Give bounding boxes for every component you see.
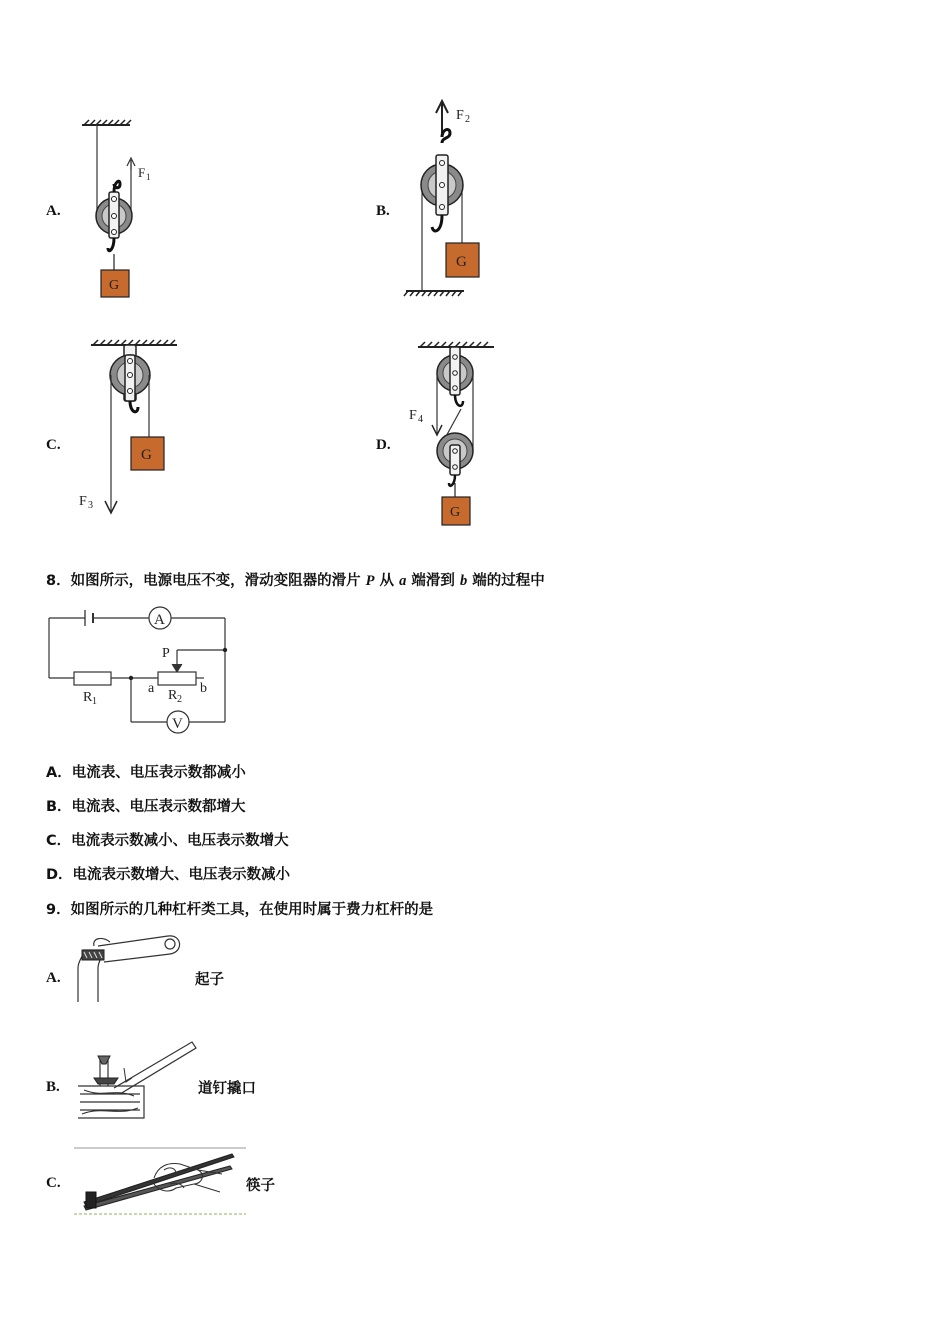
weight-block-d xyxy=(442,497,470,525)
force-arrow-f2 xyxy=(436,101,470,137)
svg-text:R: R xyxy=(83,690,93,705)
svg-text:1: 1 xyxy=(92,696,97,707)
svg-text:b: b xyxy=(200,681,207,696)
bottle-opener-illustration xyxy=(70,928,190,1004)
fixed-pulley xyxy=(110,345,150,412)
q8-option-c: C．电流表示数减小、电压表示数增大 xyxy=(46,833,289,849)
q7-option-d-label: D. xyxy=(376,437,391,453)
movable-pulley xyxy=(421,155,463,231)
svg-text:4: 4 xyxy=(418,414,423,425)
chopsticks-illustration xyxy=(72,1144,248,1220)
svg-text:G: G xyxy=(141,447,152,463)
q9-tool-label-b: 道钉撬口 xyxy=(198,1081,256,1097)
ceiling-hatch xyxy=(82,120,131,125)
svg-text:G: G xyxy=(456,254,467,270)
movable-pulley xyxy=(437,433,473,486)
q8-circuit-diagram xyxy=(40,600,240,740)
weight-block-c xyxy=(131,437,164,470)
svg-text:1: 1 xyxy=(146,172,151,182)
q9-option-c-label: C. xyxy=(46,1175,61,1191)
svg-text:G: G xyxy=(109,278,120,293)
svg-text:R: R xyxy=(168,688,178,703)
slider-label: P xyxy=(162,646,170,661)
force-label-f4: F xyxy=(409,408,417,423)
fixed-pulley xyxy=(437,347,473,406)
svg-text:G: G xyxy=(450,505,461,520)
svg-text:A: A xyxy=(154,612,165,628)
q9-option-a-label: A. xyxy=(46,970,61,986)
svg-text:a: a xyxy=(148,681,155,696)
q8-question-text: 8．如图所示，电源电压不变，滑动变阻器的滑片 P 从 a 端滑到 b 端的过程中 xyxy=(46,573,545,589)
battery-symbol xyxy=(85,610,93,626)
pulley-diagram-a xyxy=(70,110,170,305)
q9-tool-label-a: 起子 xyxy=(195,972,224,988)
svg-text:2: 2 xyxy=(465,114,470,125)
force-label-f2: F xyxy=(456,108,464,123)
resistor-r1 xyxy=(74,672,111,707)
svg-text:V: V xyxy=(172,716,183,732)
svg-text:2: 2 xyxy=(177,694,182,705)
q8-option-d: D．电流表示数增大、电压表示数减小 xyxy=(46,867,291,883)
ammeter-symbol xyxy=(149,607,171,629)
q8-option-b: B．电流表、电压表示数都增大 xyxy=(46,799,246,815)
q9-question-text: 9．如图所示的几种杠杆类工具，在使用时属于费力杠杆的是 xyxy=(46,902,434,918)
force-label-f3: F xyxy=(79,494,87,509)
q9-option-b-label: B. xyxy=(46,1079,60,1095)
pulley-diagram-d xyxy=(400,333,510,533)
q7-option-b-label: B. xyxy=(376,203,390,219)
movable-pulley xyxy=(96,181,132,251)
svg-text:3: 3 xyxy=(88,500,93,511)
pulley-diagram-c xyxy=(75,333,190,523)
slider-arrow xyxy=(172,664,182,672)
q7-option-a-label: A. xyxy=(46,203,61,219)
q7-option-c-label: C. xyxy=(46,437,61,453)
weight-block-b xyxy=(446,243,479,277)
spike-lever-illustration xyxy=(74,1038,200,1124)
floor-hatch xyxy=(404,291,464,296)
q8-option-a: A．电流表、电压表示数都减小 xyxy=(46,765,246,781)
voltmeter-symbol xyxy=(167,711,189,733)
q9-tool-label-c: 筷子 xyxy=(246,1178,275,1194)
weight-block-a xyxy=(101,270,129,297)
pulley-diagram-b xyxy=(400,95,500,305)
rheostat-r2 xyxy=(148,672,207,705)
force-label-f1: F xyxy=(138,165,146,180)
